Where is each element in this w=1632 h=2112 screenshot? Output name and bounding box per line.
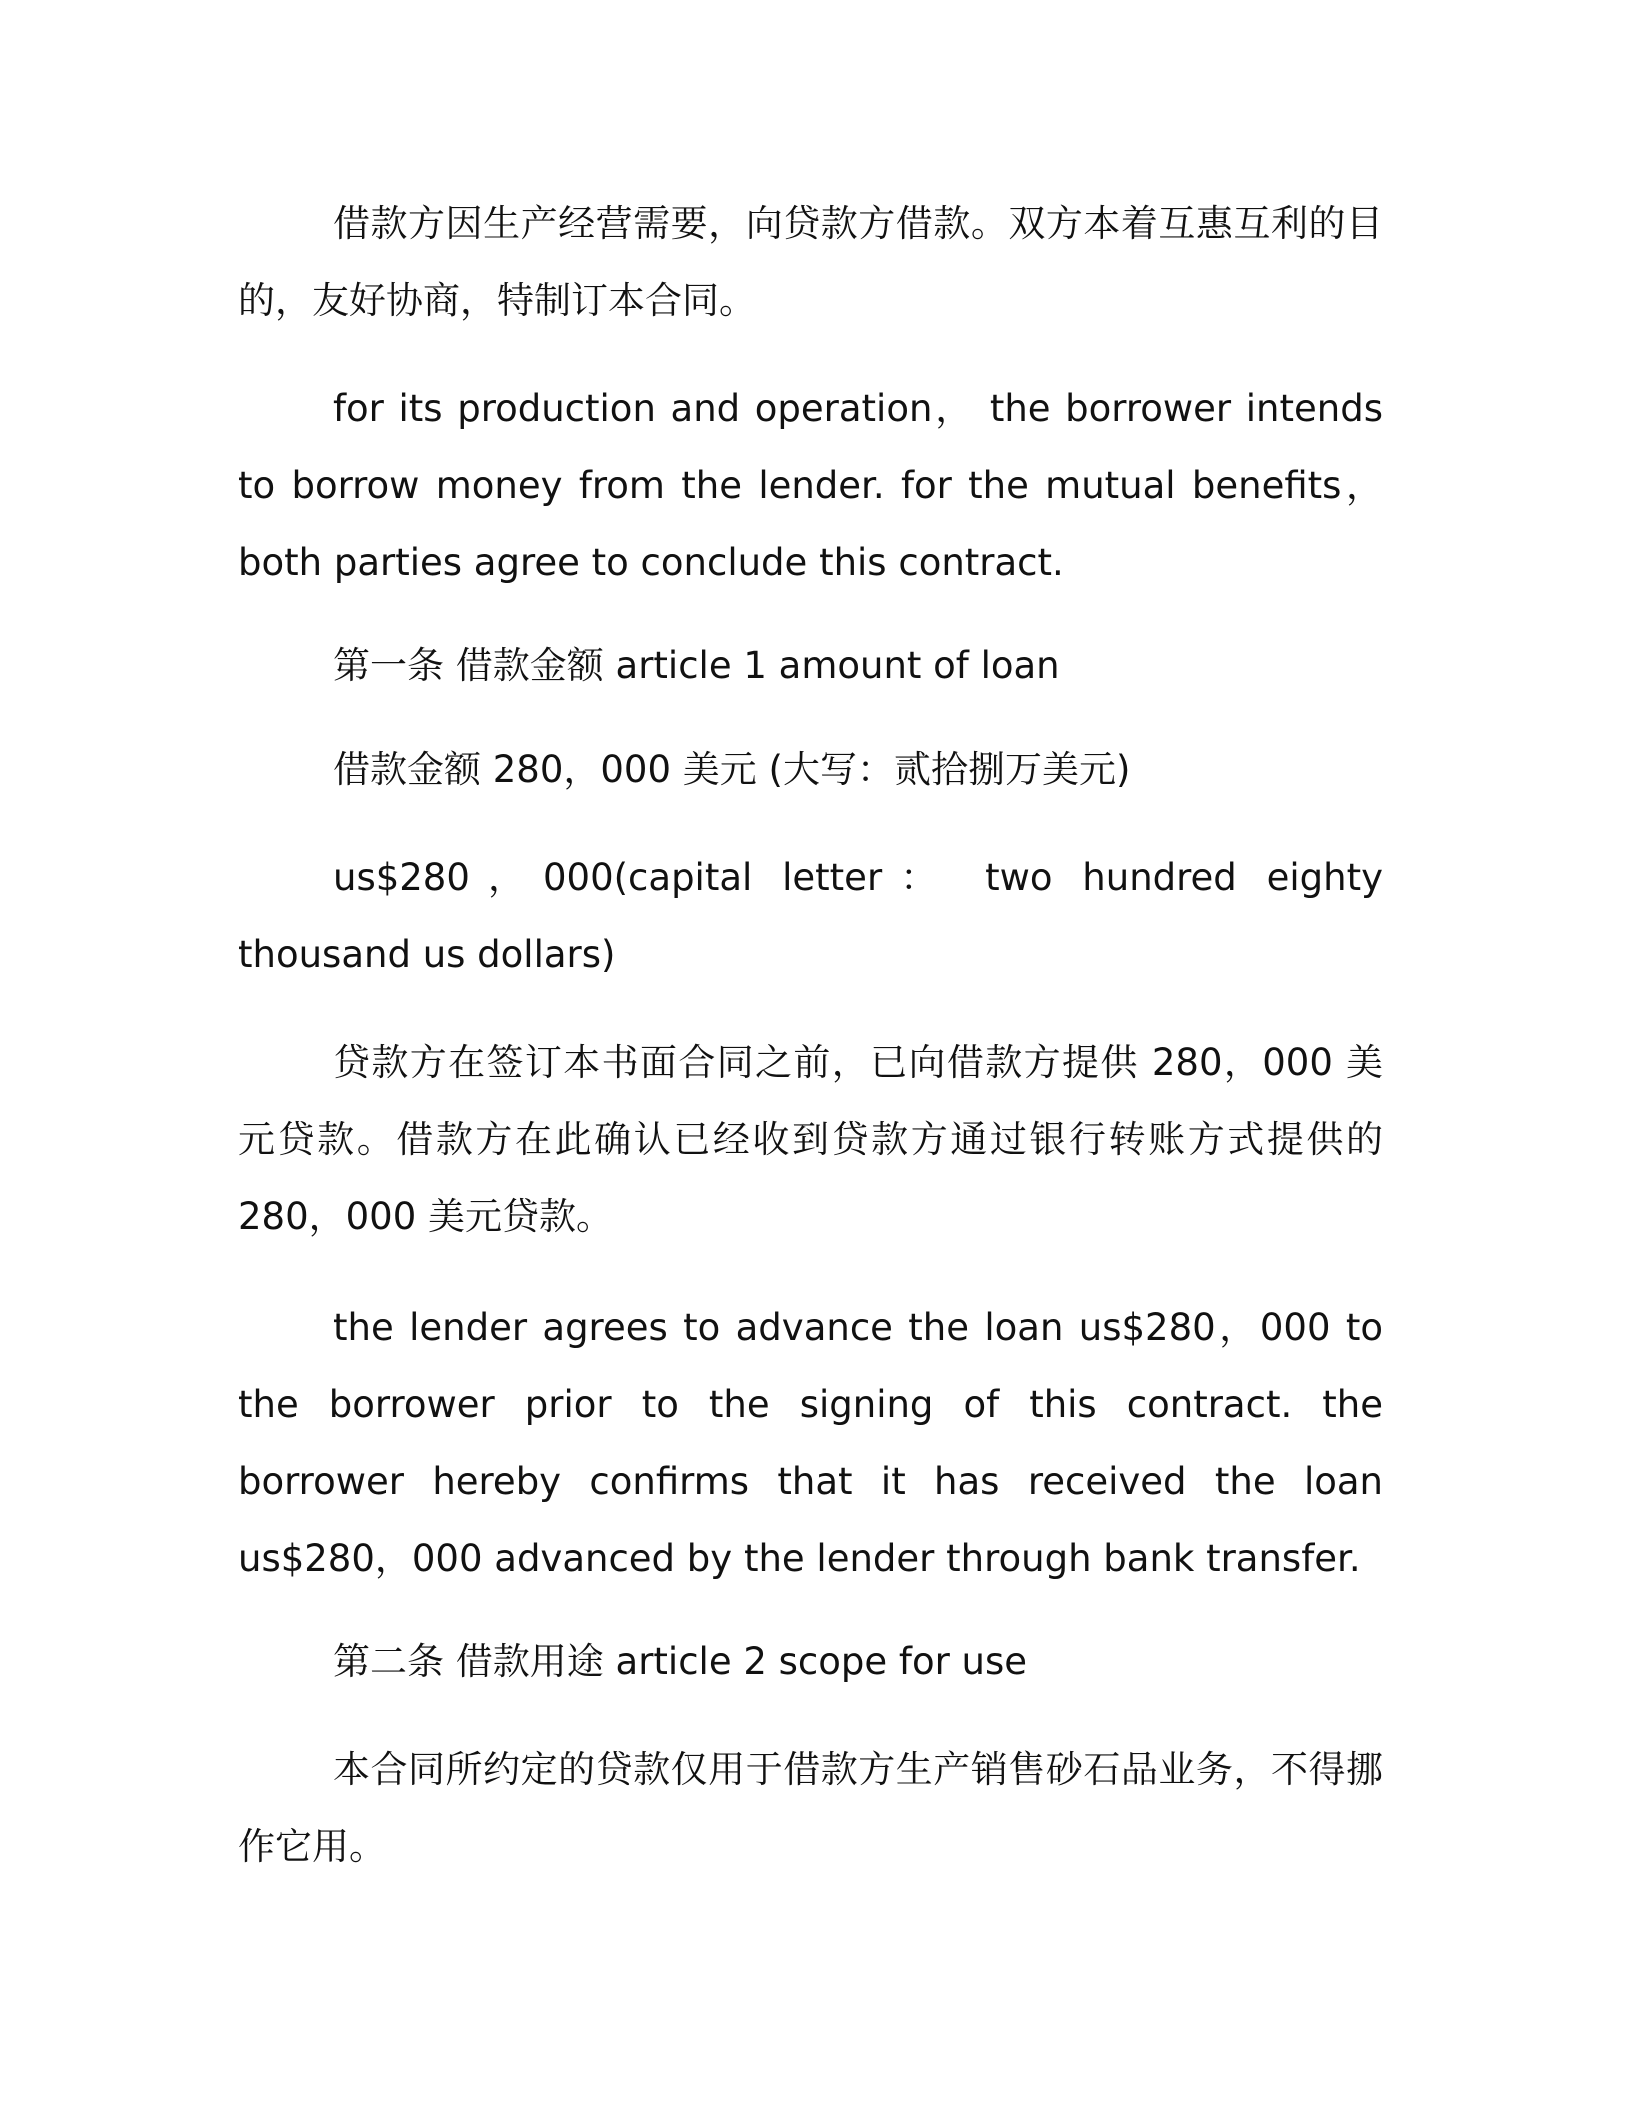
loan-advance-paragraph-en: the lender agrees to advance the loan us$280，000 to the borrower prior to the signing of this contract. the borrower hereby confirms that it has received the loan us$280，000 advanced by the lender through bank transfer. [238, 1306, 1395, 1580]
document-page [238, 185, 1395, 1885]
loan-amount-en: us$280，000(capital letter： two hundred eighty thousand us dollars) [238, 856, 1395, 976]
intro-paragraph-en: for its production and operation， the borrower intends to borrow money from the lender. for the mutual benefits， both parties agree to conclude this contract. [238, 387, 1395, 584]
loan-amount-zh: 借款金额 280，000 美元 (大写：贰拾捌万美元) [333, 748, 1131, 791]
article-1-heading: 第一条 借款金额 article 1 amount of loan [333, 644, 1060, 687]
article-2-heading: 第二条 借款用途 article 2 scope for use [333, 1640, 1028, 1683]
loan-use-paragraph-zh: 本合同所约定的贷款仅用于借款方生产销售砂石品业务，不得挪作它用。 [238, 1748, 1383, 1868]
loan-advance-paragraph-zh: 贷款方在签订本书面合同之前，已向借款方提供 280，000 美元贷款。借款方在此确认已经收到贷款方通过银行转账方式提供的 280，000 美元贷款。 [238, 1041, 1395, 1238]
intro-paragraph-zh: 借款方因生产经营需要，向贷款方借款。双方本着互惠互利的目的，友好协商，特制订本合同。 [238, 202, 1383, 322]
